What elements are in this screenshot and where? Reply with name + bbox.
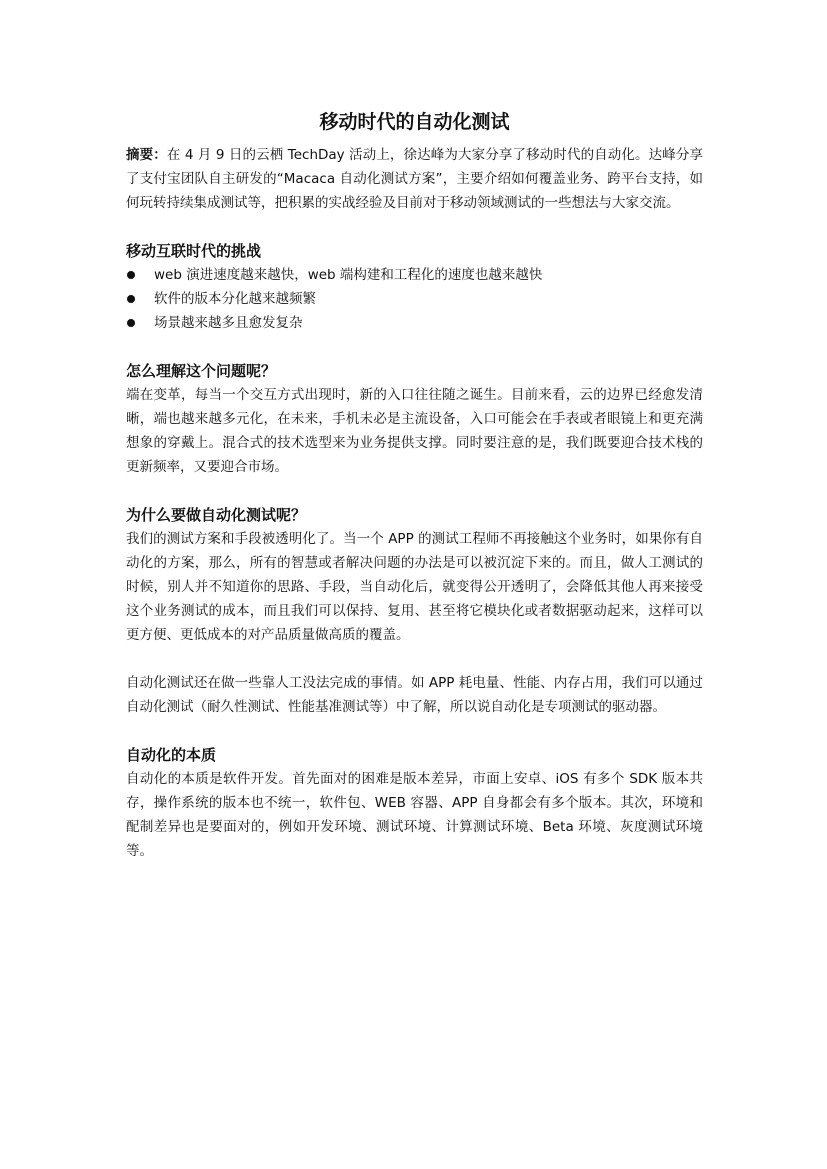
abstract-paragraph (126, 143, 703, 215)
body-paragraph: 我们的测试方案和手段被透明化了。当一个 APP 的测试工程师不再接触这个业务时，如果你有自动化的方案，那么，所有的智慧或者解决问题的办法是可以被沉淀下来的。而且，做人工测试的时候，别人并不知道你的思路、手段，当自动化后，就变得公开透明了，会降低其他人再来接受这个业务测试的成本，而且我们可以保持、复用、甚至将它模块化或者数据驱动起来，这样可以更方便、更低成本的对产品质量做高质的覆盖。 (126, 531, 703, 643)
body-paragraph: 端在变革，每当一个交互方式出现时，新的入口往往随之诞生。目前来看，云的边界已经愈发清晰，端也越来越多元化，在未来，手机未必是主流设备，入口可能会在手表或者眼镜上和更充满想象的穿戴上。混合式的技术选型来为业务提供支撑。同时要注意的是，我们既要迎合技术栈的更新频率，又要迎合市场。 (126, 387, 703, 475)
list-item (126, 287, 703, 311)
list-item (126, 311, 703, 335)
bullet-icon (127, 295, 135, 303)
section-heading-why-automation: 为什么要做自动化测试呢？ (126, 506, 307, 524)
list-item-text: web 演进速度越来越快，web 端构建和工程化的速度也越来越快 (154, 267, 543, 283)
document-body (126, 108, 703, 863)
abstract-text: 在 4 月 9 日的云栖 TechDay 活动上，徐达峰为大家分享了移动时代的自动化。达峰分享了支付宝团队自主研发的“Macaca 自动化测试方案”，主要介绍如何覆盖业务、跨平台支持，如何玩转持续集成测试等，把积累的实战经验及目前对于移动领域测试的一些想法与大家交流。 (126, 147, 703, 211)
list-item (126, 263, 703, 287)
abstract-label: 摘要： (126, 147, 167, 163)
body-paragraph: 自动化的本质是软件开发。首先面对的困难是版本差异，市面上安卓、iOS 有多个 SDK 版本共存，操作系统的版本也不统一，软件包、WEB 容器、APP 自身都会有多个版本。其次，环境和配制差异也是要面对的，例如开发环境、测试环境、计算测试环境、Beta 环境、灰度测试环境等。 (126, 771, 703, 859)
document-title: 移动时代的自动化测试 (319, 111, 510, 133)
list-item-text: 场景越来越多且愈发复杂 (154, 315, 303, 331)
bullet-icon (127, 271, 135, 279)
list-item-text: 软件的版本分化越来越频繁 (154, 291, 316, 307)
section-heading-challenges: 移动互联时代的挑战 (126, 242, 262, 260)
body-paragraph: 自动化测试还在做一些靠人工没法完成的事情。如 APP 耗电量、性能、内存占用，我们可以通过自动化测试（耐久性测试、性能基准测试等）中了解，所以说自动化是专项测试的驱动器。 (126, 675, 703, 715)
challenges-list (126, 263, 703, 335)
section-heading-essence: 自动化的本质 (126, 746, 217, 764)
bullet-icon (127, 319, 135, 327)
section-heading-understanding: 怎么理解这个问题呢？ (126, 362, 277, 380)
